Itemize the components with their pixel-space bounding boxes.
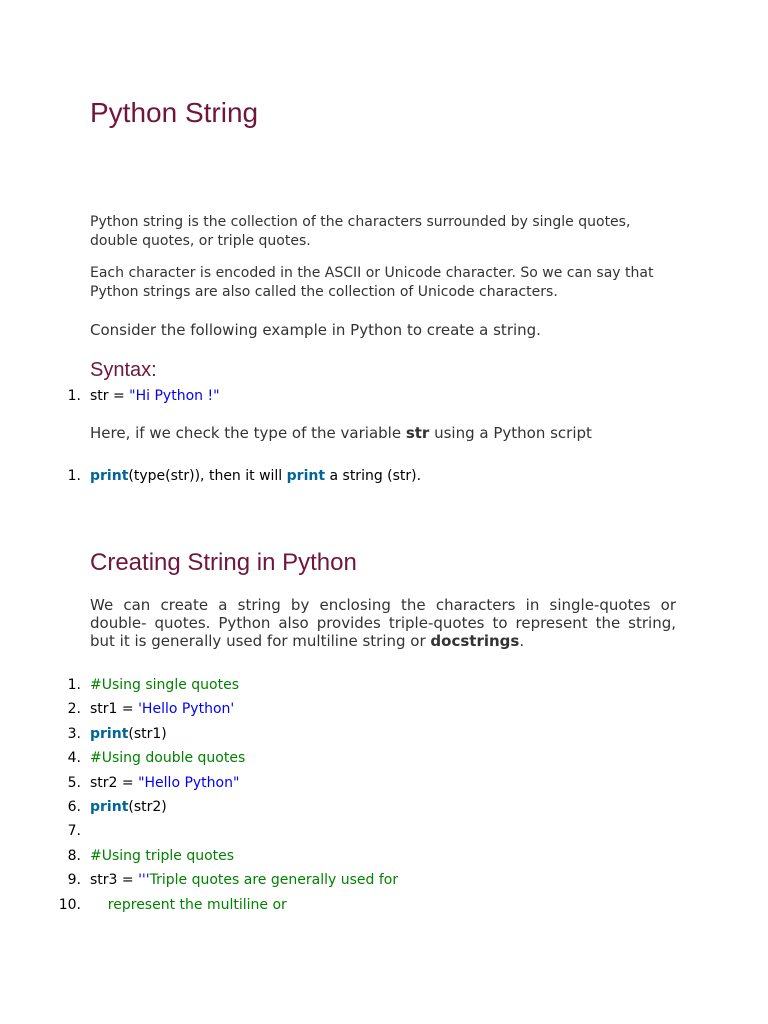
code-line	[0, 466, 421, 490]
line-number: 4.	[67, 750, 81, 767]
code-line	[0, 895, 398, 919]
line-number: 7.	[67, 823, 81, 840]
code-text: (type(str)), then it will	[128, 468, 287, 484]
line-number: 1.	[67, 468, 81, 484]
code-comment: Triple quotes are generally used for	[149, 872, 399, 889]
code-keyword: print	[90, 798, 129, 815]
code-text: str =	[90, 388, 130, 404]
code-text: str2 =	[90, 774, 139, 791]
code-keyword: print	[286, 468, 326, 484]
line-number: 10.	[58, 896, 81, 913]
code-comment: #Using double quotes	[90, 750, 246, 767]
code-keyword: print	[90, 468, 129, 484]
code-string: 'Hello Python'	[138, 701, 235, 718]
type-check-text-end: using a Python script	[429, 424, 592, 442]
code-line	[0, 699, 398, 723]
intro-paragraph-1: Python string is the collection of the characters surrounded by single quotes, double quotes, or triple quotes.	[90, 214, 631, 249]
code-comment: #Using triple quotes	[90, 847, 235, 864]
type-check-text: Here, if we check the type of the variable	[90, 424, 406, 442]
code-string: "Hi Python !"	[129, 388, 220, 404]
syntax-heading: Syntax:	[90, 359, 157, 381]
code-line	[0, 846, 398, 870]
code-string: "Hello Python"	[138, 774, 240, 791]
code-line	[0, 386, 220, 410]
creating-code-block	[0, 675, 398, 919]
syntax-code-block	[0, 386, 220, 410]
code-line	[0, 821, 398, 845]
code-comment: represent the multiline or	[90, 896, 287, 913]
line-number: 1.	[67, 677, 81, 693]
line-number: 9.	[67, 872, 81, 889]
code-text: str1 =	[90, 701, 139, 718]
code-text: str3 =	[90, 872, 139, 889]
line-number: 8.	[67, 847, 81, 864]
creating-text: We can create a string by enclosing the characters in single-quotes or double- quotes. Python also provides triple-quotes to represent the string, but it is generally used for multiline string or	[90, 596, 676, 650]
page-title: Python String	[90, 97, 259, 128]
code-line	[0, 797, 398, 821]
creating-text-end: .	[519, 632, 525, 650]
creating-bold: docstrings	[430, 632, 520, 650]
intro-paragraph-3: Consider the following example in Python to create a string.	[90, 321, 541, 339]
line-number: 3.	[67, 725, 81, 742]
creating-paragraph	[90, 596, 676, 650]
code-line	[0, 870, 398, 894]
line-number: 5.	[67, 774, 81, 791]
code-keyword: print	[90, 725, 129, 742]
code-text: a string (str).	[325, 468, 422, 484]
code-line	[0, 773, 398, 797]
code-text: (str1)	[128, 725, 167, 742]
line-number: 2.	[67, 701, 81, 718]
type-check-bold: str	[405, 424, 430, 442]
code-line	[0, 724, 398, 748]
line-number: 1.	[67, 388, 81, 404]
intro-paragraph-2: Each character is encoded in the ASCII or Unicode character. So we can say that Python strings are also called the collection of Unicode characters.	[90, 265, 654, 300]
code-comment: #Using single quotes	[90, 677, 239, 693]
creating-string-heading: Creating String in Python	[90, 549, 357, 576]
code-text: (str2)	[128, 798, 167, 815]
type-code-block	[0, 466, 421, 490]
line-number: 6.	[67, 798, 81, 815]
type-check-paragraph	[90, 424, 676, 442]
code-string: '''	[138, 872, 150, 889]
code-line	[0, 675, 398, 699]
code-line	[0, 748, 398, 772]
